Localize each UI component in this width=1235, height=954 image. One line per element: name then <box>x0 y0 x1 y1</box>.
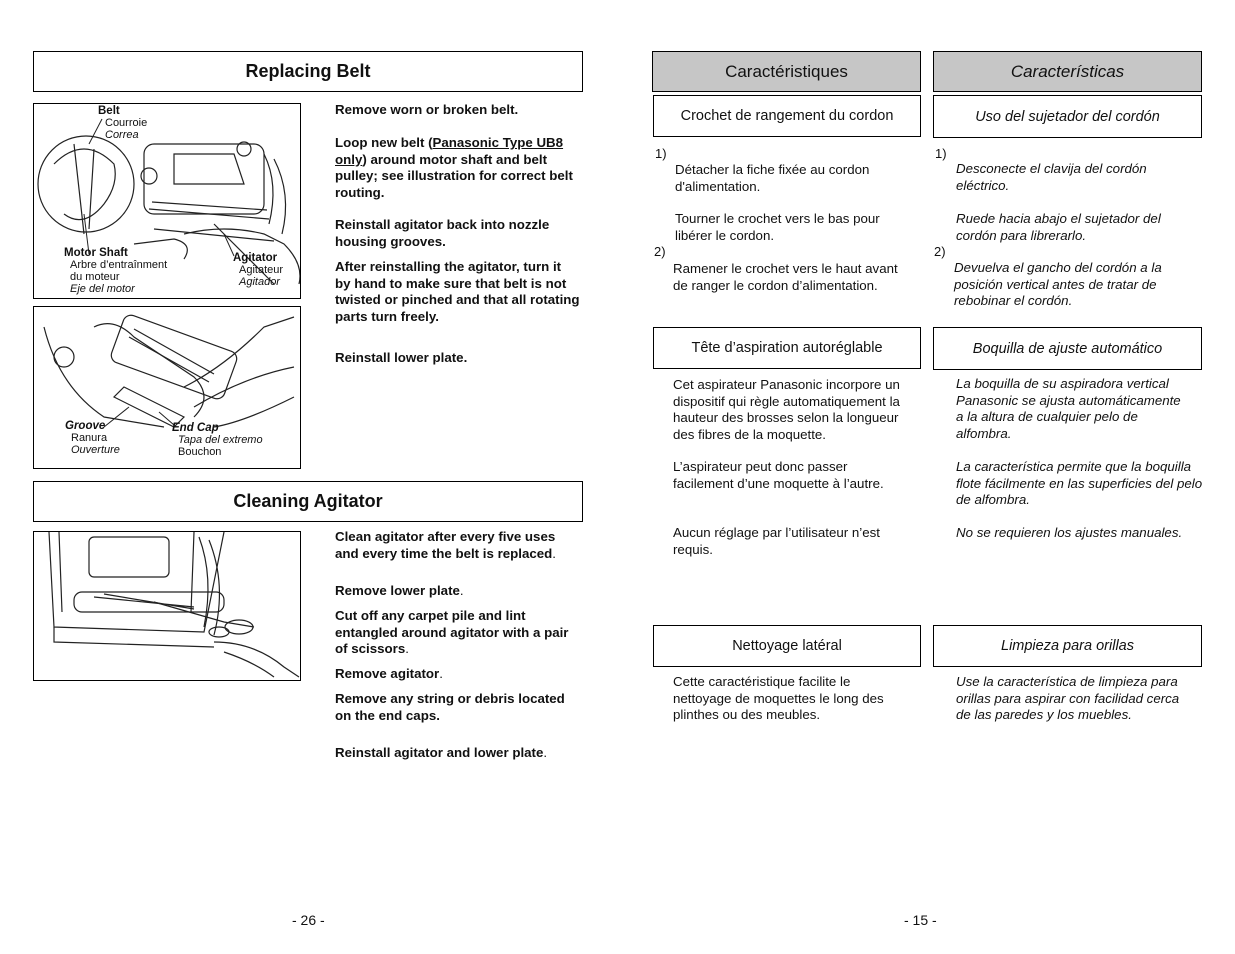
fr-cord-title: Crochet de rangement du cordon <box>680 108 894 124</box>
clean-step-remove-plate-dot: . <box>459 583 464 598</box>
es-head-para-2: La característica permite que la boquilla flote fácilmente en las superficies del pelo de alfombra. <box>956 459 1203 508</box>
loop-post: ) around motor shaft and belt pulley; see illustration for correct belt routing. <box>335 151 573 200</box>
motor-shaft-label-fr1: Arbre d’entraînment <box>70 259 168 271</box>
replacing-belt-header <box>33 51 583 92</box>
es-cord-step-3: Devuelva el gancho del cordón a la posición vertical antes de tratar de rebobinar el cordón. <box>954 260 1162 309</box>
clean-step-reinstall <box>335 745 580 762</box>
belt-only-text: only <box>335 151 363 167</box>
fr-head-para-3: Aucun réglage par l’utilisateur n’est requis. <box>673 525 880 557</box>
fr-cord-step-1: Détacher la fiche fixée au cordon d'alimentation. <box>675 162 870 194</box>
cleaning-agitator-header <box>33 481 583 522</box>
replace-step-reinstall-agitator: Reinstall agitator back into nozzle housing grooves. <box>335 217 550 249</box>
fr-edge-para: Cette caractéristique facilite le nettoyage de moquettes le long des plinthes ou des meubles. <box>673 674 884 723</box>
es-cord-step-1: Desconecte el clavija del cordón eléctrico. <box>956 161 1147 193</box>
clean-step-remove-agitator-dot: . <box>439 666 443 681</box>
groove-label-group <box>65 420 120 456</box>
clean-step-reinstall-text: Reinstall agitator and lower plate <box>335 745 544 760</box>
fr-section-header <box>652 51 921 92</box>
clean-step-cut-text: Cut off any carpet pile and lint entangled around agitator with a pair of scissors <box>335 608 569 657</box>
agitator-label-es: Agitador <box>239 276 280 288</box>
es-edge-title: Limpieza para orillas <box>1001 638 1134 654</box>
agitator-label-group <box>233 252 283 288</box>
clean-step-frequency-dot: . <box>552 545 556 561</box>
clean-step-cut <box>335 608 580 658</box>
replace-step-loop <box>335 135 580 201</box>
belt-illustration <box>33 103 301 299</box>
endcap-label-es: Tapa del extremo <box>178 434 263 446</box>
es-cord-step-2: Ruede hacia abajo el sujetador del cordón para librerarlo. <box>956 211 1161 243</box>
scissors-illustration <box>33 531 301 681</box>
clean-step-remove-plate-text: Remove lower plate <box>335 583 460 598</box>
groove-label-fr: Ouverture <box>71 444 120 456</box>
loop-pre: Loop new belt ( <box>335 135 433 150</box>
fr-edge-title: Nettoyage latéral <box>732 638 842 654</box>
agitator-cleaning-drawing <box>34 532 300 680</box>
replacing-belt-title: Replacing Belt <box>245 61 371 81</box>
replace-step-lower-plate: Reinstall lower plate. <box>335 350 468 365</box>
cleaning-agitator-title: Cleaning Agitator <box>233 491 383 511</box>
right-page-number: - 15 - <box>904 912 937 928</box>
fr-edge-header <box>653 625 921 667</box>
fr-section-title: Caractéristiques <box>725 61 848 81</box>
clean-step-reinstall-dot: . <box>543 745 548 760</box>
groove-label: Groove <box>65 420 106 432</box>
es-head-title: Boquilla de ajuste automático <box>972 340 1163 357</box>
es-head-para-3: No se requieren los ajustes manuales. <box>956 525 1183 540</box>
fr-cord-number-2: 2) <box>654 244 666 259</box>
fr-head-para-1: Cet aspirateur Panasonic incorpore un dispositif qui règle automatiquement la hauteur des brosses selon la longueur des fibres de la moquette. <box>673 377 900 442</box>
es-edge-para: Use la característica de limpieza para orillas para aspirar con facilidad cerca de las paredes y los muebles. <box>956 674 1180 723</box>
groove-label-es: Ranura <box>71 432 108 444</box>
agitator-label-fr: Agitateur <box>239 264 284 276</box>
es-head-header <box>933 327 1202 370</box>
fr-head-para-2: L’aspirateur peut donc passer facilement d’une moquette à l’autre. <box>673 459 884 491</box>
endcap-label-fr: Bouchon <box>178 446 222 458</box>
motor-shaft-label-fr2: du moteur <box>70 271 120 283</box>
belt-label-fr: Courroie <box>105 117 148 129</box>
fr-head-title: Tête d’aspiration autoréglable <box>691 340 883 356</box>
clean-step-cut-dot: . <box>405 641 409 657</box>
fr-head-header <box>653 327 921 369</box>
es-cord-header <box>933 95 1202 138</box>
fr-cord-step-2: Tourner le crochet vers le bas pour libérer le cordon. <box>675 211 880 243</box>
clean-step-remove-plate <box>335 583 580 600</box>
endcap-label: End Cap <box>172 422 219 434</box>
replace-step-remove: Remove worn or broken belt. <box>335 102 519 117</box>
fr-cord-step-3: Ramener le crochet vers le haut avant de ranger le cordon d’alimentation. <box>673 261 898 293</box>
motor-shaft-label-es: Eje del motor <box>70 283 135 295</box>
clean-step-frequency <box>335 529 580 562</box>
es-section-title: Características <box>1010 61 1125 81</box>
motor-shaft-label-group <box>64 247 167 295</box>
es-head-para-1: La boquilla de su aspiradora vertical Panasonic se ajusta automáticamente a la altura de cualquier pelo de alfombra. <box>956 376 1181 441</box>
belt-label: Belt <box>98 105 120 117</box>
fr-cord-header <box>653 95 921 137</box>
es-cord-number-1: 1) <box>935 146 947 161</box>
clean-step-remove-agitator <box>335 666 580 683</box>
es-section-header <box>933 51 1202 92</box>
motor-shaft-label: Motor Shaft <box>64 247 128 259</box>
es-cord-number-2: 2) <box>934 244 946 259</box>
clean-step-debris: Remove any string or debris located on the end caps. <box>335 691 565 723</box>
belt-label-group <box>98 105 147 141</box>
belt-label-es: Correa <box>105 129 139 141</box>
es-edge-header <box>933 625 1202 667</box>
groove-illustration <box>33 306 301 469</box>
agitator-label: Agitator <box>233 252 278 264</box>
es-cord-title: Uso del sujetador del cordón <box>975 108 1160 125</box>
fr-cord-number-1: 1) <box>655 146 667 161</box>
replace-step-turn: After reinstalling the agitator, turn it by hand to make sure that belt is not twisted or pinched and that all rotating parts turn freely. <box>335 259 580 324</box>
clean-step-frequency-text: Clean agitator after every five uses and every time the belt is replaced <box>335 529 556 561</box>
left-page-number: - 26 - <box>292 912 325 928</box>
belt-type-text: Panasonic Type UB8 <box>432 135 564 150</box>
endcap-label-group <box>172 422 263 458</box>
clean-step-remove-agitator-text: Remove agitator <box>335 666 440 681</box>
